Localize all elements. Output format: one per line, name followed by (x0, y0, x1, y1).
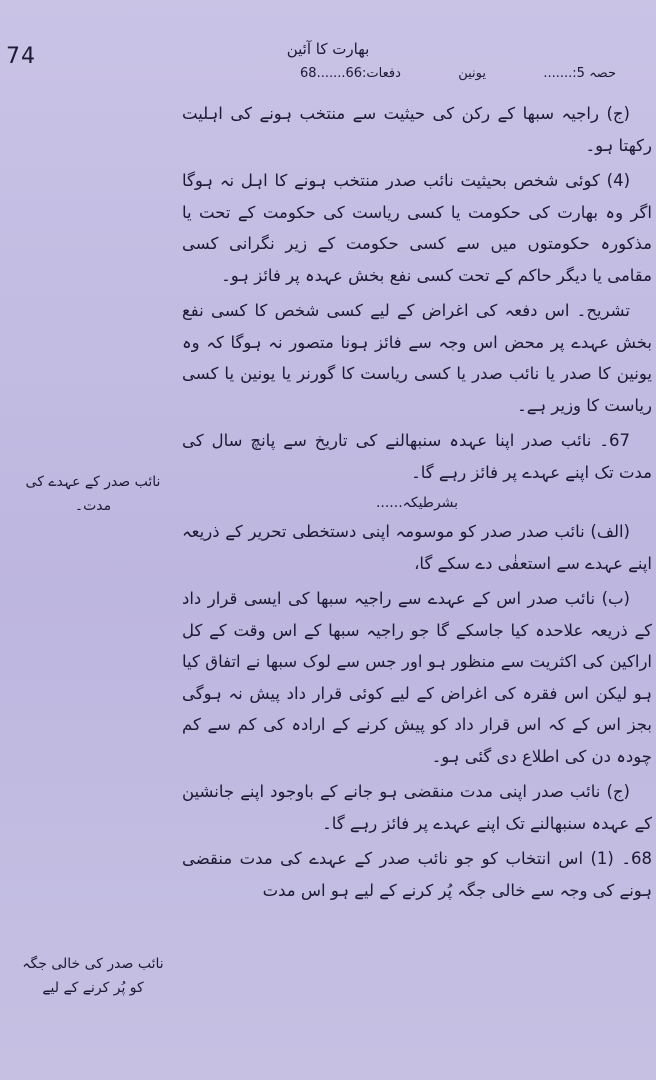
paragraph-article-67: 67۔ نائب صدر اپنا عہدہ سنبھالنے کی تاریخ سے پانچ سال کی مدت تک اپنے عہدے پر فائز رہے گا۔ (182, 431, 652, 482)
page-header-title: بھارت کا آئین (286, 40, 370, 58)
header-section: حصہ 5:....... (543, 66, 616, 81)
paragraph-proviso: بشرطیکہ...... (375, 495, 459, 511)
margin-note-vacancy: نائب صدر کی خالی جگہ کو پُر کرنے کے لیے (22, 956, 164, 996)
paragraph-article-68: 68۔ (1) اس انتخاب کو جو نائب صدر کے عہدے کی مدت منقضی ہونے کی وجہ سے خالی جگہ پُر کرنے کے لیے ہو اس مدت (182, 849, 652, 900)
page-header-meta (300, 66, 616, 81)
paragraph-explanation: تشریح۔ اس دفعہ کی اغراض کے لیے کسی شخص کا کسی نفع بخش عہدے پر محض اس وجہ سے فائز ہونا متصور نہ ہوگا کہ وہ یونین کا صدر یا نائب صدر یا کسی ریاست کا گورنر یا یونین یا کسی ریاست کا وزیر ہے۔ (182, 301, 652, 415)
paragraph-clause-c: (ج) راجیہ سبھا کے رکن کی حیثیت سے منتخب ہونے کی اہلیت رکھتا ہو۔ (182, 104, 652, 155)
header-union: یونین (458, 66, 487, 81)
page-number: 74 (6, 44, 36, 69)
paragraph-proviso-b: (ب) نائب صدر اس کے عہدے سے راجیہ سبھا کی ایسی قرار داد کے ذریعہ علاحدہ کیا جاسکے گا جو راجیہ سبھا کے اس وقت کے کل اراکین کی اکثریت سے منظور ہو اور جس سے لوک سبھا نے اتفاق کیا ہو لیکن اس فقرہ کی اغراض کے لیے کوئی قرار داد پیش نہ ہوگی بجز اس کے کہ اس قرار داد کو پیش کرنے کے ارادہ کی کم سے کم چودہ دن کی اطلاع دی گئی ہو۔ (182, 589, 652, 766)
margin-note-term-of-office: نائب صدر کے عہدے کی مدت۔ (25, 474, 161, 514)
header-articles: دفعات:66.......68 (300, 66, 401, 81)
paragraph-proviso-a: (الف) نائب صدر صدر کو موسومہ اپنی دستخطی تحریر کے ذریعہ اپنے عہدے سے استعفٰی دے سکے گا، (182, 522, 652, 573)
main-text (182, 98, 652, 1076)
paragraph-clause-4: (4) کوئی شخص بحیثیت نائب صدر منتخب ہونے کا اہل نہ ہوگا اگر وہ بھارت کی حکومت یا کسی ریاست کی حکومت کے تحت یا مذکورہ حکومتوں میں سے کسی حکومت کے زیر نگرانی کسی مقامی یا دیگر حاکم کے تحت کسی نفع بخش عہدہ پر فائز ہو۔ (182, 171, 652, 285)
paragraph-proviso-c: (ج) نائب صدر اپنی مدت منقضی ہو جانے کے باوجود اپنے جانشین کے عہدہ سنبھالنے تک اپنے عہدے پر فائز رہے گا۔ (182, 782, 652, 833)
